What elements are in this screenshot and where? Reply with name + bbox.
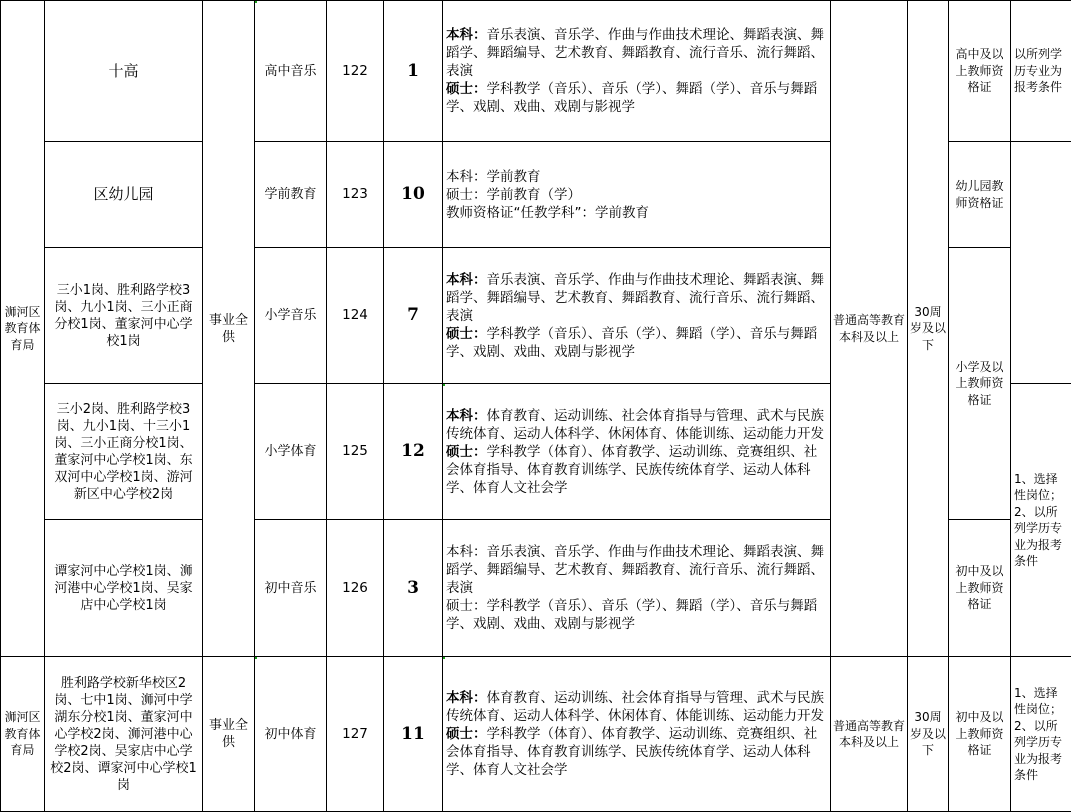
req-label: 硕士： [446, 81, 487, 97]
req-label: 本科： [446, 407, 487, 424]
code-cell: 126 [327, 520, 384, 657]
req-text: 硕士：学前教育（学） [446, 186, 581, 203]
education-cell: 普通高等教育本科及以上 [831, 1, 908, 657]
code-cell: 122 [327, 1, 384, 142]
headcount-cell: 7 [384, 248, 443, 384]
education-cell: 普通高等教育本科及以上 [831, 657, 908, 812]
conditions-cell [1011, 142, 1071, 384]
req-text: 学科教学（音乐）、音乐（学）、舞蹈（学）、音乐与舞蹈学、戏剧、戏曲、戏剧与影视学 [446, 81, 818, 115]
post-cell: 小学体育 [255, 384, 327, 520]
req-text: 学科教学（体育）、体育教学、运动训练、竞赛组织、社会体育指导、体育教育训练学、民族传统体育学、运动人体科学、体育人文社会学 [446, 726, 818, 778]
headcount-cell: 3 [384, 520, 443, 657]
age-cell: 30周岁及以下 [908, 1, 949, 657]
requirements-cell [443, 657, 831, 812]
unit-cell: 三小2岗、胜利路学校3岗、九小1岗、十三小1岗、三小正商分校1岗、董家河中心学校1岗、东双河中心学校1岗、游河新区中心学校2岗 [45, 384, 203, 520]
unit-cell: 胜利路学校新华校区2岗、七中1岗、浉河中学湖东分校1岗、董家河中心学校2岗、浉河港中心学校2岗、吴家店中心学校2岗、谭家河中心学校1岗 [45, 657, 203, 812]
department-cell: 浉河区教育体育局 [1, 657, 45, 812]
req-label: 硕士： [446, 726, 487, 742]
certificate-cell: 小学及以上教师资格证 [949, 248, 1011, 520]
req-label: 本科： [446, 27, 487, 43]
conditions-cell: 1、选择性岗位；2、以所列学历专业为报考条件 [1011, 384, 1071, 657]
code-cell: 127 [327, 657, 384, 812]
table-row [1, 657, 1071, 812]
req-text: 教师资格证“任教学科”：学前教育 [446, 204, 649, 221]
age-cell: 30周岁及以下 [908, 657, 949, 812]
req-label: 本科： [446, 271, 487, 288]
post-cell: 初中体育 [255, 657, 327, 812]
requirements-cell [443, 520, 831, 657]
req-label: 本科： [446, 690, 487, 706]
requirements-cell [443, 1, 831, 142]
req-text: 学科教学（音乐）、音乐（学）、舞蹈（学）、音乐与舞蹈学、戏剧、戏曲、戏剧与影视学 [446, 325, 818, 360]
unit-cell: 谭家河中心学校1岗、浉河港中心学校1岗、吴家店中心学校1岗 [45, 520, 203, 657]
post-cell: 初中音乐 [255, 520, 327, 657]
certificate-cell: 初中及以上教师资格证 [949, 657, 1011, 812]
conditions-cell: 以所列学历专业为报考条件 [1011, 1, 1071, 142]
requirements-cell [443, 142, 831, 248]
code-cell: 123 [327, 142, 384, 248]
unit-cell: 三小1岗、胜利路学校3岗、九小1岗、三小正商分校1岗、董家河中心学校1岗 [45, 248, 203, 384]
headcount-cell: 10 [384, 142, 443, 248]
req-text: 硕士：学科教学（音乐）、音乐（学）、舞蹈（学）、音乐与舞蹈学、戏剧、戏曲、戏剧与影视学 [446, 598, 818, 632]
code-cell: 124 [327, 248, 384, 384]
requirements-cell [443, 248, 831, 384]
req-label: 硕士： [446, 325, 487, 342]
req-text: 音乐表演、音乐学、作曲与作曲技术理论、舞蹈表演、舞蹈学、舞蹈编导、艺术教育、舞蹈教育、流行音乐、流行舞蹈、表演 [446, 27, 824, 79]
req-label: 硕士： [446, 443, 487, 460]
req-text: 本科：学前教育 [446, 168, 541, 185]
post-cell: 小学音乐 [255, 248, 327, 384]
req-text: 学科教学（体育）、体育教学、运动训练、竞赛组织、社会体育指导、体育教育训练学、民族传统体育学、运动人体科学、体育人文社会学 [446, 443, 818, 496]
certificate-cell: 高中及以上教师资格证 [949, 1, 1011, 142]
post-cell: 高中音乐 [255, 1, 327, 142]
certificate-cell: 初中及以上教师资格证 [949, 520, 1011, 657]
req-text: 体育教育、运动训练、社会体育指导与管理、武术与民族传统体育、运动人体科学、休闲体育、体能训练、运动能力开发 [446, 407, 824, 442]
headcount-cell: 12 [384, 384, 443, 520]
unit-cell: 区幼儿园 [45, 142, 203, 248]
conditions-cell: 1、选择性岗位；2、以所列学历专业为报考条件 [1011, 657, 1071, 812]
headcount-cell: 11 [384, 657, 443, 812]
certificate-cell: 幼儿园教师资格证 [949, 142, 1011, 248]
table-row [1, 1, 1071, 142]
department-cell: 浉河区教育体育局 [1, 1, 45, 657]
req-text: 音乐表演、音乐学、作曲与作曲技术理论、舞蹈表演、舞蹈学、舞蹈编导、艺术教育、舞蹈教育、流行音乐、流行舞蹈、表演 [446, 271, 824, 324]
post-cell: 学前教育 [255, 142, 327, 248]
code-cell: 125 [327, 384, 384, 520]
nature-cell: 事业全供 [203, 1, 255, 657]
unit-cell: 十高 [45, 1, 203, 142]
requirements-cell [443, 384, 831, 520]
headcount-cell: 1 [384, 1, 443, 142]
nature-cell: 事业全供 [203, 657, 255, 812]
req-text: 体育教育、运动训练、社会体育指导与管理、武术与民族传统体育、运动人体科学、休闲体育、体能训练、运动能力开发 [446, 690, 824, 724]
req-text: 本科：音乐表演、音乐学、作曲与作曲技术理论、舞蹈表演、舞蹈学、舞蹈编导、艺术教育、舞蹈教育、流行音乐、流行舞蹈、表演 [446, 544, 824, 596]
